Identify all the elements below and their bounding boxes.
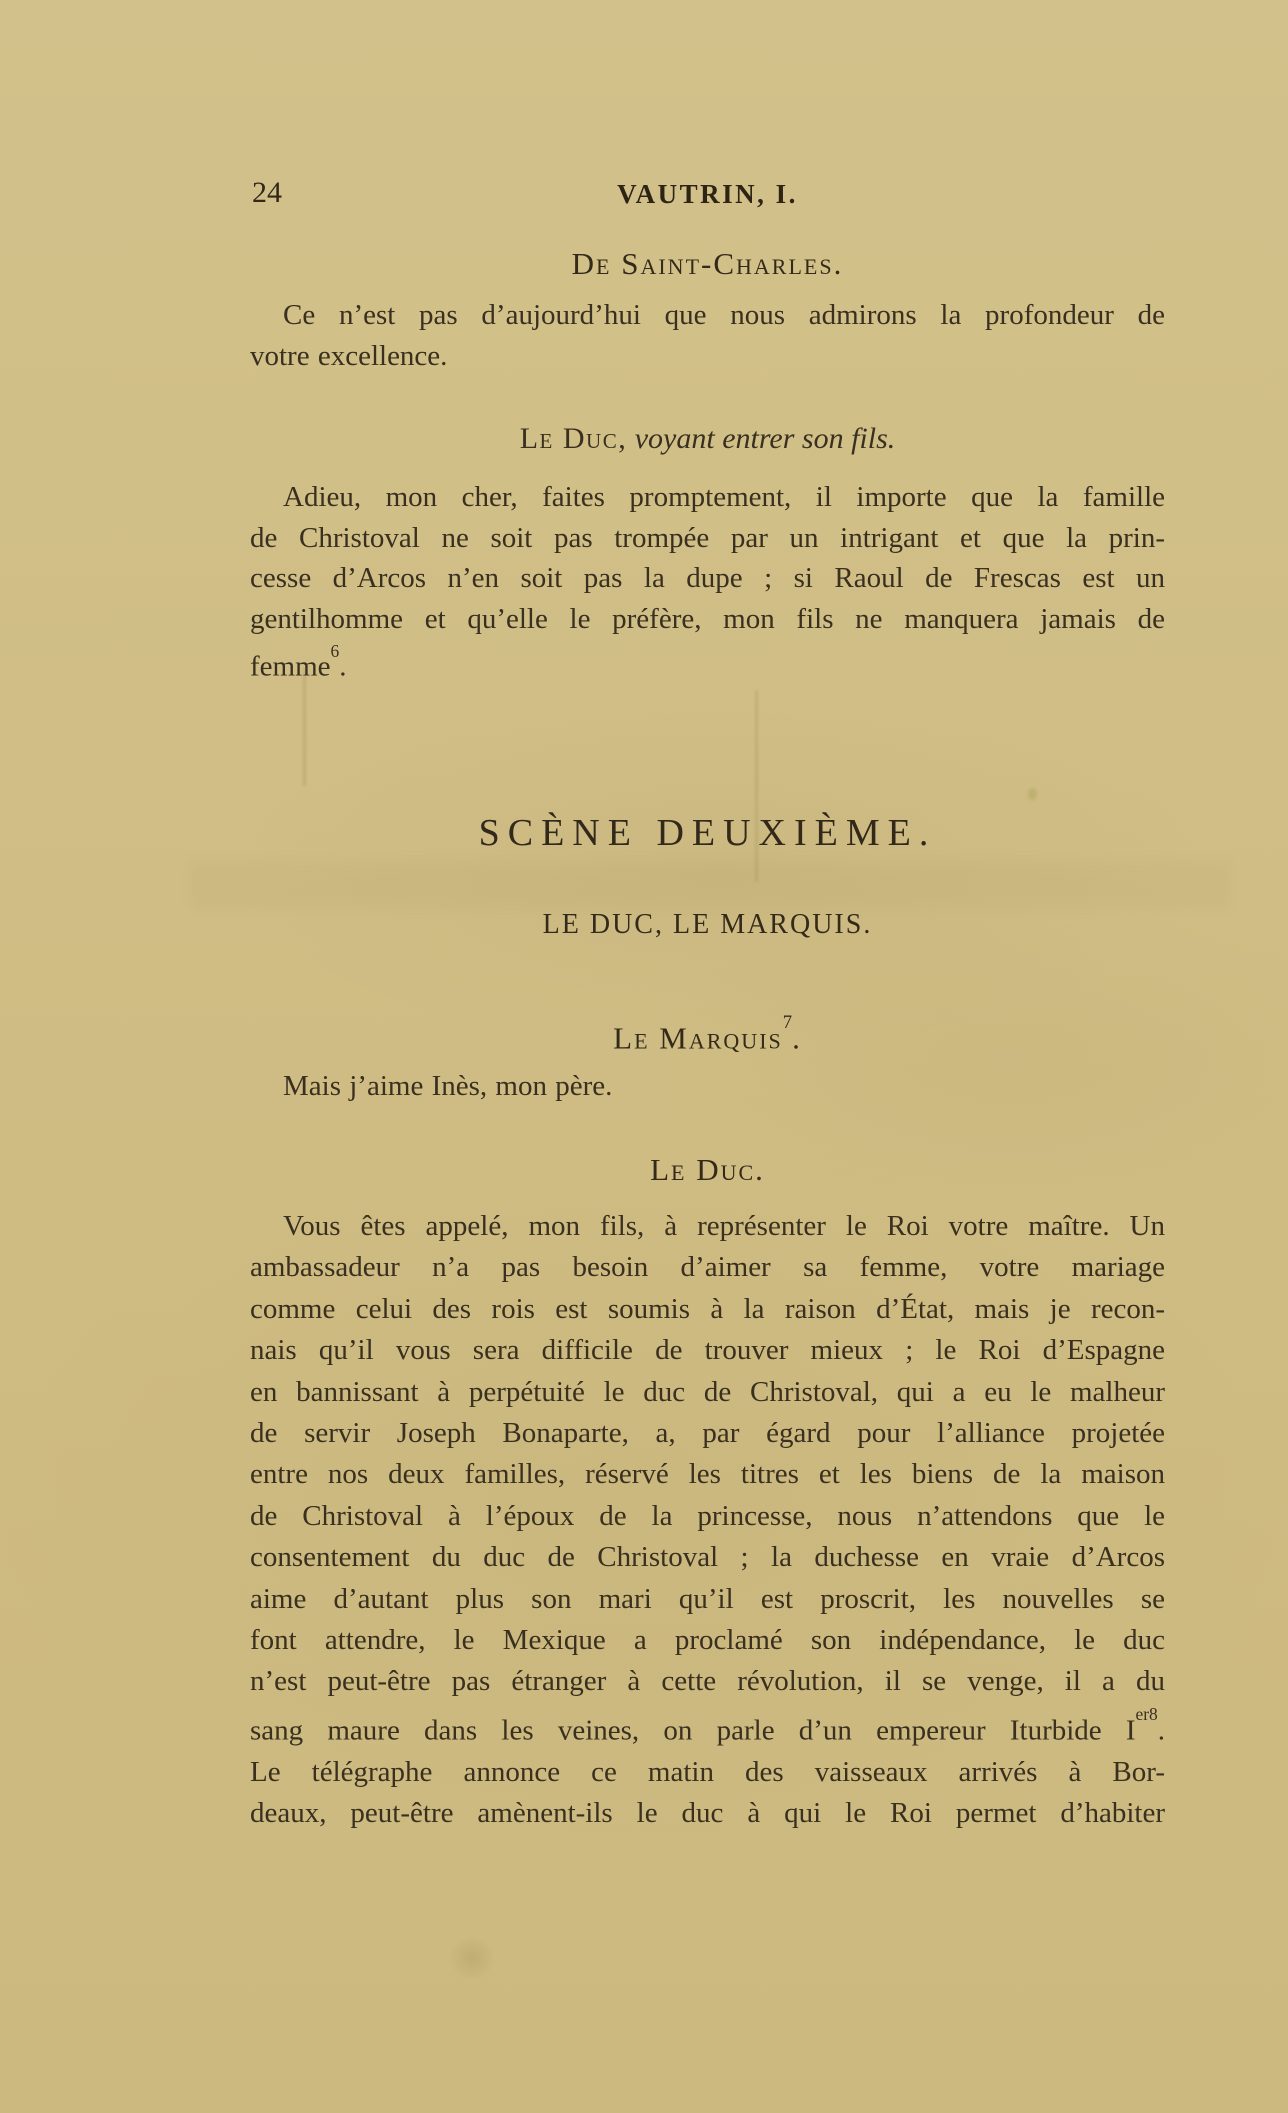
speech-text: sang maure dans les veines, on parle d’un empereur Iturbide I — [250, 1714, 1136, 1747]
speech-line: votre excellence. — [250, 339, 448, 372]
speech-line: Ce n’est pas d’aujourd’hui que nous admirons la profondeur de — [283, 299, 1165, 331]
speech-line: entre nos deux familles, réservé les titres et les biens de la maison — [250, 1458, 1165, 1491]
speech-line — [250, 1703, 1165, 1752]
speech-line: ambassadeur n’a pas besoin d’aimer sa femme, votre mariage — [250, 1251, 1165, 1284]
speech-marquis — [250, 1066, 1165, 1107]
direction-text: voyant entrer son fils. — [627, 422, 896, 455]
speaker-label: . — [792, 1020, 802, 1056]
speech-duc-act1 — [250, 477, 1165, 688]
speech-line: en bannissant à perpétuité le duc de Christoval, qui a eu le malheur — [250, 1375, 1165, 1408]
stage-direction — [250, 419, 1165, 459]
speaker-marquis — [250, 1012, 1165, 1058]
speaker-duc-label: Le Duc, — [519, 422, 628, 455]
speech-line: gentilhomme et qu’elle le préfère, mon fils ne manquera jamais de — [250, 602, 1165, 635]
speech-line: Mais j’aime Inès, mon père. — [283, 1070, 613, 1102]
speech-line: Le télégraphe annonce ce matin des vaisseaux arrivés à Bor- — [250, 1755, 1165, 1788]
speech-text: . — [1157, 1714, 1165, 1747]
page-content — [250, 0, 1165, 2113]
page-header — [250, 176, 1165, 216]
speech-line: comme celui des rois est soumis à la raison d’État, mais je recon- — [250, 1292, 1165, 1325]
speech-text: femme — [250, 651, 331, 684]
speaker-duc: Le Duc. — [650, 1152, 765, 1187]
speech-line — [250, 639, 1165, 687]
page-number: 24 — [252, 176, 282, 209]
speech-line: n’est peut-être pas étranger à cette révolution, il se venge, il a du — [250, 1665, 1165, 1698]
footnote-ref-7: 7 — [782, 1011, 793, 1033]
speech-line: Adieu, mon cher, faites promptement, il importe que la famille — [283, 481, 1165, 513]
speech-text: . — [339, 651, 347, 684]
scene-heading: SCÈNE DEUXIÈME. — [478, 812, 937, 854]
footnote-ref-6: 6 — [330, 640, 340, 661]
speech-line: deaux, peut-être amènent-ils le duc à qui le Roi permet d’habiter — [250, 1797, 1165, 1830]
speech-line: Vous êtes appelé, mon fils, à représenter le Roi votre maître. Un — [283, 1210, 1165, 1242]
footnote-ref-8: er8 — [1135, 1704, 1158, 1725]
scene-characters: LE DUC, LE MARQUIS. — [542, 909, 873, 940]
speech-line: consentement du duc de Christoval ; la duchesse en vraie d’Arcos — [250, 1541, 1165, 1574]
speech-line: font attendre, le Mexique a proclamé son indépendance, le duc — [250, 1624, 1165, 1657]
speaker-saint-charles: De Saint-Charles. — [571, 246, 844, 281]
speech-line: de Christoval à l’époux de la princesse, nous n’attendons que le — [250, 1499, 1165, 1532]
speech-line: de Christoval ne soit pas trompée par un intrigant et que la prin- — [250, 521, 1165, 554]
speech-line: de servir Joseph Bonaparte, a, par égard pour l’alliance projetée — [250, 1417, 1165, 1450]
speaker-label: Le Marquis — [613, 1020, 783, 1056]
running-title: VAUTRIN, I. — [617, 179, 798, 209]
speech-line: cesse d’Arcos n’en soit pas la dupe ; si Raoul de Frescas est un — [250, 562, 1165, 595]
speech-duc-act2 — [250, 1206, 1165, 1835]
speech-line: aime d’autant plus son mari qu’il est proscrit, les nouvelles se — [250, 1582, 1165, 1615]
speech-line: nais qu’il vous sera difficile de trouver mieux ; le Roi d’Espagne — [250, 1334, 1165, 1367]
speech-saint-charles — [250, 295, 1165, 376]
